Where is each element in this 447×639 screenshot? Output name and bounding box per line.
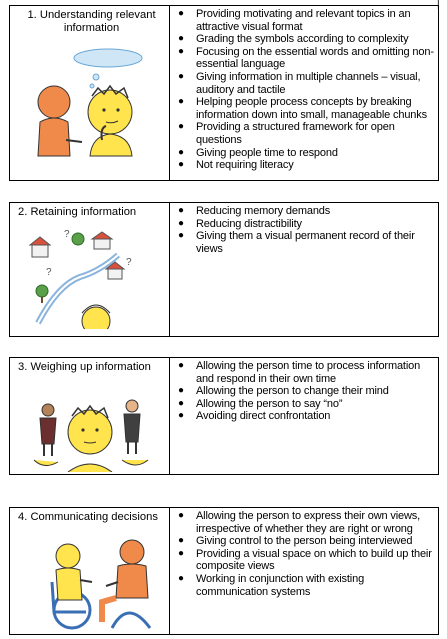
bullet-icon: ●: [178, 410, 184, 422]
section-understanding: [9, 5, 439, 181]
list-item-text: Helping people process concepts by breaking information down into small, manageable chunks: [196, 96, 427, 121]
list-item-text: Not requiring literacy: [196, 159, 294, 172]
list-item: [176, 410, 435, 423]
list-item: [176, 218, 435, 231]
thinking-people-illustration: [32, 44, 152, 166]
list-item-text: Allowing the person to express their own views, irrespective of whether they are right or wrong: [196, 510, 421, 535]
conversation-illustration: [46, 538, 158, 632]
list-item: [176, 573, 435, 598]
bullet-icon: ●: [178, 45, 184, 57]
bullet-icon: ●: [178, 385, 184, 397]
list-item-text: Providing a structured framework for open questions: [196, 121, 395, 146]
list-item: [176, 46, 435, 71]
bullet-icon: ●: [178, 217, 184, 229]
list-item-text: Giving people time to respond: [196, 146, 338, 159]
bullet-icon: ●: [178, 70, 184, 82]
question-mark-icon: ?: [46, 267, 52, 278]
list-item-text: Allowing the person to change their mind: [196, 385, 389, 398]
list-item-text: Giving information in multiple channels – visual, auditory and tactile: [196, 70, 421, 96]
section-3-list: [176, 360, 435, 423]
list-item: [176, 147, 435, 160]
bullet-icon: ●: [178, 33, 184, 45]
section-2-right-cell: [170, 203, 438, 336]
bullet-icon: ●: [178, 146, 184, 158]
weighing-options-illustration: [28, 386, 154, 472]
section-4-list: [176, 510, 435, 598]
list-item: [176, 548, 435, 573]
bullet-icon: ●: [178, 510, 184, 521]
list-item: [176, 121, 435, 146]
section-1-list: [176, 8, 435, 172]
section-retaining: [9, 202, 439, 337]
list-item: [176, 33, 435, 46]
bullet-icon: ●: [178, 205, 184, 216]
list-item-text: Reducing memory demands: [196, 205, 331, 217]
section-2-list: [176, 205, 435, 255]
bullet-icon: ●: [178, 96, 184, 108]
section-1-left-cell: [10, 6, 170, 180]
list-item: [176, 510, 435, 535]
section-4-heading: 4. Communicating decisions: [18, 511, 158, 523]
list-item-text: Providing a visual space on which to build up their composite views: [196, 547, 432, 573]
question-mark-icon: ?: [64, 229, 70, 240]
list-item-text: Grading the symbols according to complexity: [196, 33, 409, 46]
list-item-text: Avoiding direct confrontation: [196, 410, 331, 423]
list-item: [176, 205, 435, 218]
memory-path-illustration: [28, 225, 148, 329]
section-3-heading: 3. Weighing up information: [18, 361, 151, 373]
bullet-icon: ●: [178, 547, 184, 559]
list-item-text: Giving them a visual permanent record of their views: [196, 230, 415, 255]
list-item: [176, 230, 435, 255]
section-4-right-cell: [170, 508, 438, 634]
corner-mark: |: [437, 0, 440, 10]
section-1-right-cell: [170, 6, 438, 180]
bullet-icon: ●: [178, 360, 184, 371]
list-item: [176, 398, 435, 411]
question-mark-icon: ?: [126, 257, 132, 268]
bullet-icon: ●: [178, 397, 184, 409]
section-1-heading: 1. Understanding relevant information: [27, 9, 156, 34]
list-item: [176, 96, 435, 121]
section-4-left-cell: [10, 508, 170, 634]
list-item-text: Providing motivating and relevant topics in an attractive visual format: [196, 8, 411, 33]
section-3-left-cell: [10, 358, 170, 474]
list-item: [176, 71, 435, 96]
list-item-text: Reducing distractibility: [196, 217, 302, 230]
section-weighing: [9, 357, 439, 475]
bullet-icon: ●: [178, 230, 184, 242]
section-2-left-cell: [10, 203, 170, 336]
list-item-text: Focusing on the essential words and omitting non-essential language: [196, 45, 434, 71]
bullet-icon: ●: [178, 8, 184, 19]
bullet-icon: ●: [178, 159, 184, 171]
list-item: [176, 8, 435, 33]
list-item-text: Working in conjunction with existing communication systems: [196, 572, 365, 598]
list-item: [176, 535, 435, 548]
list-item-text: Giving control to the person being interviewed: [196, 535, 413, 548]
section-communicating: [9, 507, 439, 635]
list-item-text: Allowing the person time to process information and respond in their own time: [196, 360, 421, 385]
bullet-icon: ●: [178, 121, 184, 133]
list-item: [176, 385, 435, 398]
section-2-heading: 2. Retaining information: [18, 206, 137, 218]
section-3-right-cell: [170, 358, 438, 474]
bullet-icon: ●: [178, 572, 184, 584]
list-item: [176, 360, 435, 385]
bullet-icon: ●: [178, 535, 184, 547]
list-item: [176, 159, 435, 172]
list-item-text: Allowing the person to say “no”: [196, 397, 343, 410]
